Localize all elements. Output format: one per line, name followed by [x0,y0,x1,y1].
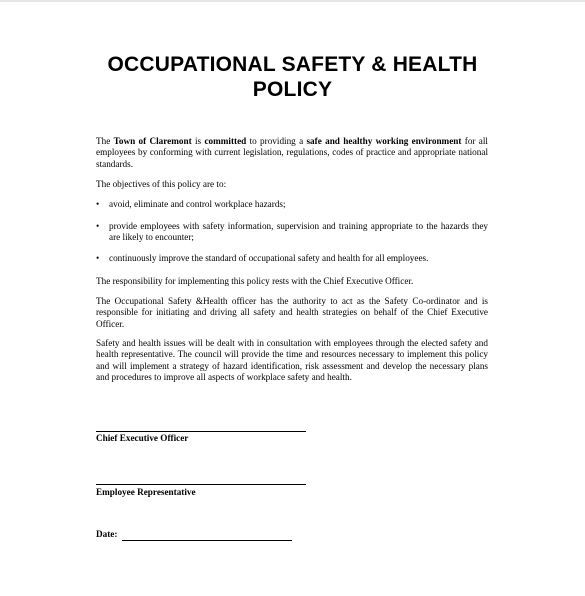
employee-signature-line[interactable] [96,484,306,485]
environment-text: safe and healthy working environment [306,136,462,146]
bullet-icon: • [96,199,100,209]
ceo-signature-line[interactable] [96,431,306,432]
objectives-intro [96,179,488,190]
bullet-icon: • [96,221,100,231]
intro-rest: for all employees by conforming with current legislation, regulations, codes of practice and appropriate national standards. [96,136,488,169]
intro-to-providing: to providing a [246,136,307,146]
intro-paragraph [96,136,488,170]
bullet-icon: • [96,253,100,263]
page-top-edge [0,0,585,2]
intro-is: is [191,136,205,146]
objective-text: provide employees with safety information, supervision and training appropriate to the hazards they are likely to encounter; [109,221,488,243]
date-line[interactable] [122,540,292,541]
officer-text: The Occupational Safety &Health officer has the authority to act as the Safety Co-ordinator and is responsible for initiating and driving all safety and health strategies on behalf of the Chief Executive Officer. [96,296,488,329]
responsibility-paragraph [96,276,488,287]
date-label: Date: [96,529,118,539]
officer-paragraph [96,296,488,330]
committed-text: committed [204,136,247,146]
org-name: Town of Claremont [113,136,192,146]
ceo-signature-label: Chief Executive Officer [96,433,189,443]
title-line-2: POLICY [252,78,333,101]
objective-text: avoid, eliminate and control workplace hazards; [109,199,286,209]
intro-prefix: The [96,136,114,146]
objectives-intro-text: The objectives of this policy are to: [96,179,227,189]
responsibility-text: The responsibility for implementing this policy rests with the Chief Executive Officer. [96,276,414,286]
title-line-1: OCCUPATIONAL SAFETY & HEALTH [107,53,478,76]
consultation-paragraph [96,338,488,383]
consultation-text: Safety and health issues will be dealt with in consultation with employees through the elected safety and health representative. The council will provide the time and resources necessary to implement this policy and will implement a strategy of hazard identification, risk assessment and develop the necessary plans and procedures to improve all aspects of workplace safety and health. [96,338,488,382]
document-title [0,52,585,102]
employee-signature-label: Employee Representative [96,487,196,497]
objective-text: continuously improve the standard of occupational safety and health for all employees. [109,253,429,263]
